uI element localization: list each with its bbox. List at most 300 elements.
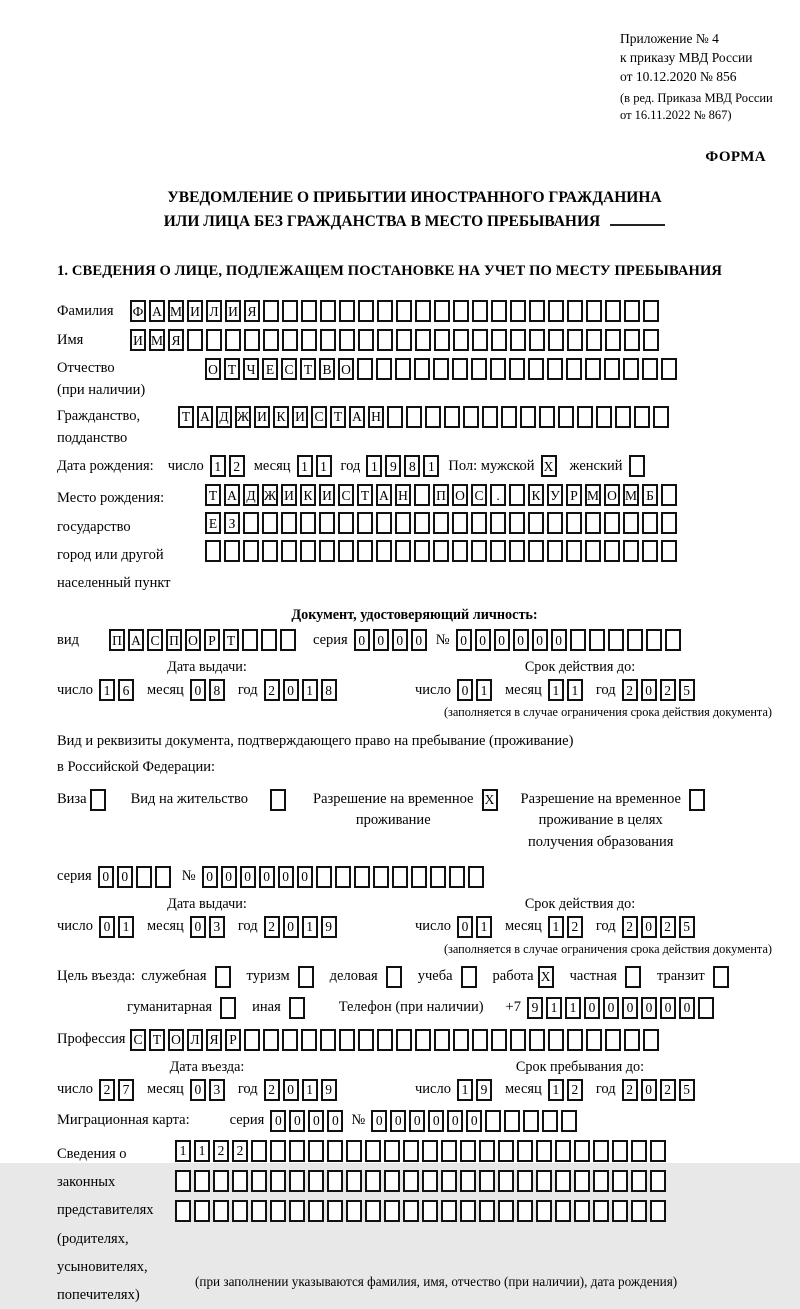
char-cell[interactable]: 0 [283, 679, 299, 701]
char-cell[interactable] [643, 1029, 659, 1051]
char-cell[interactable] [612, 1200, 628, 1222]
char-cell[interactable]: 1 [194, 1140, 210, 1162]
char-cell[interactable] [335, 866, 351, 888]
char-cell[interactable]: 2 [264, 1079, 280, 1101]
char-cell[interactable] [339, 300, 355, 322]
char-cell[interactable]: 2 [264, 916, 280, 938]
char-cell[interactable] [566, 512, 582, 534]
char-cell[interactable]: 2 [660, 1079, 676, 1101]
char-cell[interactable] [357, 540, 373, 562]
char-cell[interactable] [542, 1110, 558, 1132]
char-cell[interactable] [604, 540, 620, 562]
char-cell[interactable]: К [300, 484, 316, 506]
char-cell[interactable]: 1 [366, 455, 382, 477]
char-cell[interactable] [320, 300, 336, 322]
char-cell[interactable] [358, 300, 374, 322]
char-cell[interactable] [471, 512, 487, 534]
char-cell[interactable] [661, 512, 677, 534]
char-cell[interactable] [215, 966, 231, 988]
char-cell[interactable] [90, 789, 106, 811]
char-cell[interactable]: Д [243, 484, 259, 506]
char-cell[interactable]: А [376, 484, 392, 506]
char-cell[interactable]: П [433, 484, 449, 506]
char-cell[interactable]: 2 [567, 916, 583, 938]
char-cell[interactable]: Ф [130, 300, 146, 322]
char-cell[interactable] [376, 358, 392, 380]
char-cell[interactable] [422, 1200, 438, 1222]
char-cell[interactable] [282, 329, 298, 351]
char-cell[interactable] [281, 540, 297, 562]
char-cell[interactable] [213, 1170, 229, 1192]
char-cell[interactable] [244, 329, 260, 351]
char-cell[interactable] [281, 512, 297, 534]
char-cell[interactable]: 5 [679, 1079, 695, 1101]
char-cell[interactable] [460, 1170, 476, 1192]
char-cell[interactable] [498, 1200, 514, 1222]
char-cell[interactable]: 0 [259, 866, 275, 888]
char-cell[interactable] [289, 1200, 305, 1222]
char-cell[interactable] [453, 300, 469, 322]
char-cell[interactable]: Е [262, 358, 278, 380]
char-cell[interactable]: 9 [321, 916, 337, 938]
char-cell[interactable] [536, 1200, 552, 1222]
char-cell[interactable]: 1 [297, 455, 313, 477]
char-cell[interactable] [643, 329, 659, 351]
char-cell[interactable] [629, 455, 645, 477]
char-cell[interactable] [187, 329, 203, 351]
char-cell[interactable] [452, 540, 468, 562]
char-cell[interactable]: Л [187, 1029, 203, 1051]
char-cell[interactable] [482, 406, 498, 428]
char-cell[interactable] [558, 406, 574, 428]
char-cell[interactable]: Р [566, 484, 582, 506]
char-cell[interactable] [570, 629, 586, 651]
char-cell[interactable] [422, 1170, 438, 1192]
char-cell[interactable] [414, 358, 430, 380]
char-cell[interactable] [498, 1170, 514, 1192]
char-cell[interactable]: 8 [209, 679, 225, 701]
char-cell[interactable]: А [349, 406, 365, 428]
char-cell[interactable] [479, 1200, 495, 1222]
char-cell[interactable] [220, 997, 236, 1019]
char-cell[interactable] [536, 1140, 552, 1162]
char-cell[interactable] [653, 406, 669, 428]
char-cell[interactable] [608, 629, 624, 651]
char-cell[interactable] [251, 1140, 267, 1162]
char-cell[interactable]: 1 [567, 679, 583, 701]
char-cell[interactable] [434, 329, 450, 351]
char-cell[interactable] [528, 540, 544, 562]
char-cell[interactable] [650, 1200, 666, 1222]
char-cell[interactable]: 9 [527, 997, 543, 1019]
char-cell[interactable] [263, 329, 279, 351]
char-cell[interactable] [567, 300, 583, 322]
char-cell[interactable] [365, 1140, 381, 1162]
char-cell[interactable]: 0 [190, 916, 206, 938]
char-cell[interactable]: 9 [321, 1079, 337, 1101]
char-cell[interactable]: 1 [546, 997, 562, 1019]
char-cell[interactable] [300, 540, 316, 562]
char-cell[interactable]: 0 [584, 997, 600, 1019]
char-cell[interactable] [555, 1170, 571, 1192]
char-cell[interactable]: 0 [392, 629, 408, 651]
char-cell[interactable] [243, 512, 259, 534]
char-cell[interactable] [403, 1200, 419, 1222]
char-cell[interactable]: И [254, 406, 270, 428]
char-cell[interactable]: 1 [457, 1079, 473, 1101]
char-cell[interactable] [395, 512, 411, 534]
char-cell[interactable] [566, 540, 582, 562]
char-cell[interactable] [504, 1110, 520, 1132]
char-cell[interactable] [529, 300, 545, 322]
char-cell[interactable]: С [311, 406, 327, 428]
char-cell[interactable]: А [149, 300, 165, 322]
char-cell[interactable] [605, 1029, 621, 1051]
char-cell[interactable] [430, 866, 446, 888]
char-cell[interactable] [251, 1170, 267, 1192]
char-cell[interactable]: З [224, 512, 240, 534]
char-cell[interactable] [536, 1170, 552, 1192]
char-cell[interactable]: О [604, 484, 620, 506]
char-cell[interactable] [567, 329, 583, 351]
char-cell[interactable]: 0 [641, 997, 657, 1019]
char-cell[interactable] [346, 1140, 362, 1162]
char-cell[interactable] [406, 406, 422, 428]
char-cell[interactable]: 0 [283, 1079, 299, 1101]
char-cell[interactable] [263, 300, 279, 322]
char-cell[interactable]: 0 [622, 997, 638, 1019]
char-cell[interactable] [136, 866, 152, 888]
char-cell[interactable]: 2 [232, 1140, 248, 1162]
char-cell[interactable]: 1 [476, 679, 492, 701]
char-cell[interactable] [585, 358, 601, 380]
char-cell[interactable] [491, 1029, 507, 1051]
char-cell[interactable] [623, 540, 639, 562]
char-cell[interactable] [589, 629, 605, 651]
char-cell[interactable] [434, 1029, 450, 1051]
char-cell[interactable]: О [205, 358, 221, 380]
char-cell[interactable] [282, 300, 298, 322]
char-cell[interactable] [194, 1200, 210, 1222]
char-cell[interactable]: 0 [456, 629, 472, 651]
char-cell[interactable] [441, 1170, 457, 1192]
char-cell[interactable] [354, 866, 370, 888]
char-cell[interactable] [604, 358, 620, 380]
char-cell[interactable] [175, 1200, 191, 1222]
char-cell[interactable] [520, 406, 536, 428]
char-cell[interactable] [433, 358, 449, 380]
char-cell[interactable]: 0 [278, 866, 294, 888]
char-cell[interactable]: И [292, 406, 308, 428]
char-cell[interactable] [376, 540, 392, 562]
char-cell[interactable] [452, 512, 468, 534]
char-cell[interactable]: М [168, 300, 184, 322]
char-cell[interactable]: 1 [302, 916, 318, 938]
char-cell[interactable] [642, 540, 658, 562]
char-cell[interactable] [529, 329, 545, 351]
char-cell[interactable] [471, 540, 487, 562]
char-cell[interactable]: 1 [565, 997, 581, 1019]
char-cell[interactable]: 3 [209, 916, 225, 938]
char-cell[interactable] [403, 1170, 419, 1192]
char-cell[interactable]: А [197, 406, 213, 428]
char-cell[interactable] [661, 358, 677, 380]
char-cell[interactable] [338, 540, 354, 562]
char-cell[interactable] [593, 1170, 609, 1192]
char-cell[interactable] [243, 540, 259, 562]
char-cell[interactable] [261, 629, 277, 651]
char-cell[interactable] [698, 997, 714, 1019]
char-cell[interactable] [561, 1110, 577, 1132]
char-cell[interactable] [642, 512, 658, 534]
char-cell[interactable]: Ч [243, 358, 259, 380]
char-cell[interactable]: 0 [641, 679, 657, 701]
char-cell[interactable]: 5 [679, 916, 695, 938]
char-cell[interactable]: 1 [118, 916, 134, 938]
char-cell[interactable] [384, 1140, 400, 1162]
char-cell[interactable]: 0 [98, 866, 114, 888]
char-cell[interactable] [415, 300, 431, 322]
char-cell[interactable] [357, 512, 373, 534]
char-cell[interactable]: 0 [457, 916, 473, 938]
char-cell[interactable] [270, 1200, 286, 1222]
char-cell[interactable] [529, 1029, 545, 1051]
char-cell[interactable]: 1 [302, 679, 318, 701]
char-cell[interactable] [262, 540, 278, 562]
char-cell[interactable]: 0 [409, 1110, 425, 1132]
char-cell[interactable] [548, 329, 564, 351]
char-cell[interactable] [479, 1170, 495, 1192]
char-cell[interactable] [213, 1200, 229, 1222]
char-cell[interactable]: Я [168, 329, 184, 351]
char-cell[interactable] [452, 358, 468, 380]
char-cell[interactable]: Б [642, 484, 658, 506]
char-cell[interactable]: Я [206, 1029, 222, 1051]
char-cell[interactable] [642, 358, 658, 380]
char-cell[interactable]: 9 [385, 455, 401, 477]
char-cell[interactable] [485, 1110, 501, 1132]
char-cell[interactable] [490, 512, 506, 534]
char-cell[interactable]: П [166, 629, 182, 651]
char-cell[interactable]: 1 [99, 679, 115, 701]
char-cell[interactable]: 0 [494, 629, 510, 651]
char-cell[interactable] [301, 1029, 317, 1051]
char-cell[interactable]: Ж [235, 406, 251, 428]
char-cell[interactable]: И [187, 300, 203, 322]
char-cell[interactable] [612, 1140, 628, 1162]
char-cell[interactable]: С [130, 1029, 146, 1051]
char-cell[interactable]: 8 [404, 455, 420, 477]
char-cell[interactable] [586, 1029, 602, 1051]
char-cell[interactable] [510, 329, 526, 351]
char-cell[interactable] [384, 1200, 400, 1222]
char-cell[interactable]: О [452, 484, 468, 506]
char-cell[interactable]: 0 [202, 866, 218, 888]
char-cell[interactable] [612, 1170, 628, 1192]
char-cell[interactable] [689, 789, 705, 811]
char-cell[interactable] [510, 1029, 526, 1051]
char-cell[interactable]: 1 [476, 916, 492, 938]
char-cell[interactable]: 0 [390, 1110, 406, 1132]
char-cell[interactable] [574, 1200, 590, 1222]
char-cell[interactable] [490, 358, 506, 380]
char-cell[interactable] [555, 1140, 571, 1162]
char-cell[interactable] [377, 300, 393, 322]
char-cell[interactable] [232, 1200, 248, 1222]
char-cell[interactable] [605, 329, 621, 351]
char-cell[interactable] [523, 1110, 539, 1132]
char-cell[interactable]: У [547, 484, 563, 506]
char-cell[interactable] [585, 512, 601, 534]
char-cell[interactable] [270, 1170, 286, 1192]
char-cell[interactable]: Р [225, 1029, 241, 1051]
char-cell[interactable] [586, 329, 602, 351]
char-cell[interactable]: 2 [264, 679, 280, 701]
char-cell[interactable] [384, 1170, 400, 1192]
char-cell[interactable] [453, 329, 469, 351]
char-cell[interactable]: С [281, 358, 297, 380]
char-cell[interactable]: 0 [679, 997, 695, 1019]
char-cell[interactable] [593, 1140, 609, 1162]
char-cell[interactable]: 0 [532, 629, 548, 651]
char-cell[interactable] [224, 540, 240, 562]
char-cell[interactable]: Е [205, 512, 221, 534]
char-cell[interactable] [403, 1140, 419, 1162]
char-cell[interactable] [396, 329, 412, 351]
char-cell[interactable]: 2 [622, 679, 638, 701]
char-cell[interactable] [596, 406, 612, 428]
char-cell[interactable] [517, 1200, 533, 1222]
char-cell[interactable]: С [147, 629, 163, 651]
char-cell[interactable] [301, 300, 317, 322]
char-cell[interactable]: И [319, 484, 335, 506]
char-cell[interactable] [414, 484, 430, 506]
char-cell[interactable] [242, 629, 258, 651]
char-cell[interactable] [615, 406, 631, 428]
char-cell[interactable] [270, 1140, 286, 1162]
char-cell[interactable] [282, 1029, 298, 1051]
char-cell[interactable]: 1 [548, 1079, 564, 1101]
char-cell[interactable] [441, 1200, 457, 1222]
char-cell[interactable] [472, 1029, 488, 1051]
char-cell[interactable] [463, 406, 479, 428]
char-cell[interactable] [377, 329, 393, 351]
char-cell[interactable]: И [225, 300, 241, 322]
char-cell[interactable] [346, 1200, 362, 1222]
char-cell[interactable]: 0 [240, 866, 256, 888]
char-cell[interactable] [665, 629, 681, 651]
char-cell[interactable] [441, 1140, 457, 1162]
char-cell[interactable] [604, 512, 620, 534]
char-cell[interactable] [460, 1140, 476, 1162]
char-cell[interactable] [623, 512, 639, 534]
char-cell[interactable] [327, 1170, 343, 1192]
char-cell[interactable]: К [273, 406, 289, 428]
char-cell[interactable] [206, 329, 222, 351]
char-cell[interactable] [631, 1200, 647, 1222]
char-cell[interactable] [623, 358, 639, 380]
char-cell[interactable] [479, 1140, 495, 1162]
char-cell[interactable]: 0 [190, 679, 206, 701]
char-cell[interactable] [555, 1200, 571, 1222]
char-cell[interactable] [301, 329, 317, 351]
char-cell[interactable]: 0 [308, 1110, 324, 1132]
char-cell[interactable] [251, 1200, 267, 1222]
char-cell[interactable] [650, 1170, 666, 1192]
char-cell[interactable] [472, 300, 488, 322]
char-cell[interactable] [577, 406, 593, 428]
char-cell[interactable]: М [585, 484, 601, 506]
char-cell[interactable] [650, 1140, 666, 1162]
char-cell[interactable] [289, 1140, 305, 1162]
char-cell[interactable]: 0 [411, 629, 427, 651]
char-cell[interactable] [373, 866, 389, 888]
char-cell[interactable]: 2 [229, 455, 245, 477]
char-cell[interactable] [308, 1170, 324, 1192]
char-cell[interactable] [395, 358, 411, 380]
char-cell[interactable]: С [471, 484, 487, 506]
char-cell[interactable] [471, 358, 487, 380]
char-cell[interactable]: 0 [475, 629, 491, 651]
char-cell[interactable] [387, 406, 403, 428]
char-cell[interactable]: М [149, 329, 165, 351]
char-cell[interactable] [346, 1170, 362, 1192]
char-cell[interactable] [643, 300, 659, 322]
char-cell[interactable]: 5 [679, 679, 695, 701]
char-cell[interactable] [528, 358, 544, 380]
char-cell[interactable] [468, 866, 484, 888]
char-cell[interactable]: 0 [283, 916, 299, 938]
char-cell[interactable]: 0 [373, 629, 389, 651]
char-cell[interactable] [566, 358, 582, 380]
char-cell[interactable]: 0 [447, 1110, 463, 1132]
char-cell[interactable]: Р [204, 629, 220, 651]
char-cell[interactable] [358, 1029, 374, 1051]
char-cell[interactable]: 0 [466, 1110, 482, 1132]
char-cell[interactable] [338, 512, 354, 534]
char-cell[interactable] [498, 1140, 514, 1162]
char-cell[interactable]: 1 [210, 455, 226, 477]
char-cell[interactable]: 0 [551, 629, 567, 651]
char-cell[interactable]: 1 [175, 1140, 191, 1162]
char-cell[interactable] [453, 1029, 469, 1051]
char-cell[interactable]: 0 [327, 1110, 343, 1132]
char-cell[interactable]: 0 [371, 1110, 387, 1132]
char-cell[interactable]: 0 [190, 1079, 206, 1101]
char-cell[interactable] [262, 512, 278, 534]
char-cell[interactable]: 0 [99, 916, 115, 938]
char-cell[interactable] [460, 1200, 476, 1222]
char-cell[interactable] [414, 512, 430, 534]
char-cell[interactable] [461, 966, 477, 988]
char-cell[interactable]: 0 [641, 1079, 657, 1101]
char-cell[interactable] [449, 866, 465, 888]
char-cell[interactable]: 0 [660, 997, 676, 1019]
char-cell[interactable] [501, 406, 517, 428]
char-cell[interactable] [593, 1200, 609, 1222]
char-cell[interactable]: 8 [321, 679, 337, 701]
char-cell[interactable]: 2 [660, 916, 676, 938]
char-cell[interactable] [396, 1029, 412, 1051]
char-cell[interactable]: 0 [354, 629, 370, 651]
char-cell[interactable]: Т [224, 358, 240, 380]
char-cell[interactable]: И [281, 484, 297, 506]
char-cell[interactable] [308, 1140, 324, 1162]
char-cell[interactable] [509, 540, 525, 562]
char-cell[interactable] [547, 512, 563, 534]
char-cell[interactable]: 2 [213, 1140, 229, 1162]
char-cell[interactable]: 7 [118, 1079, 134, 1101]
